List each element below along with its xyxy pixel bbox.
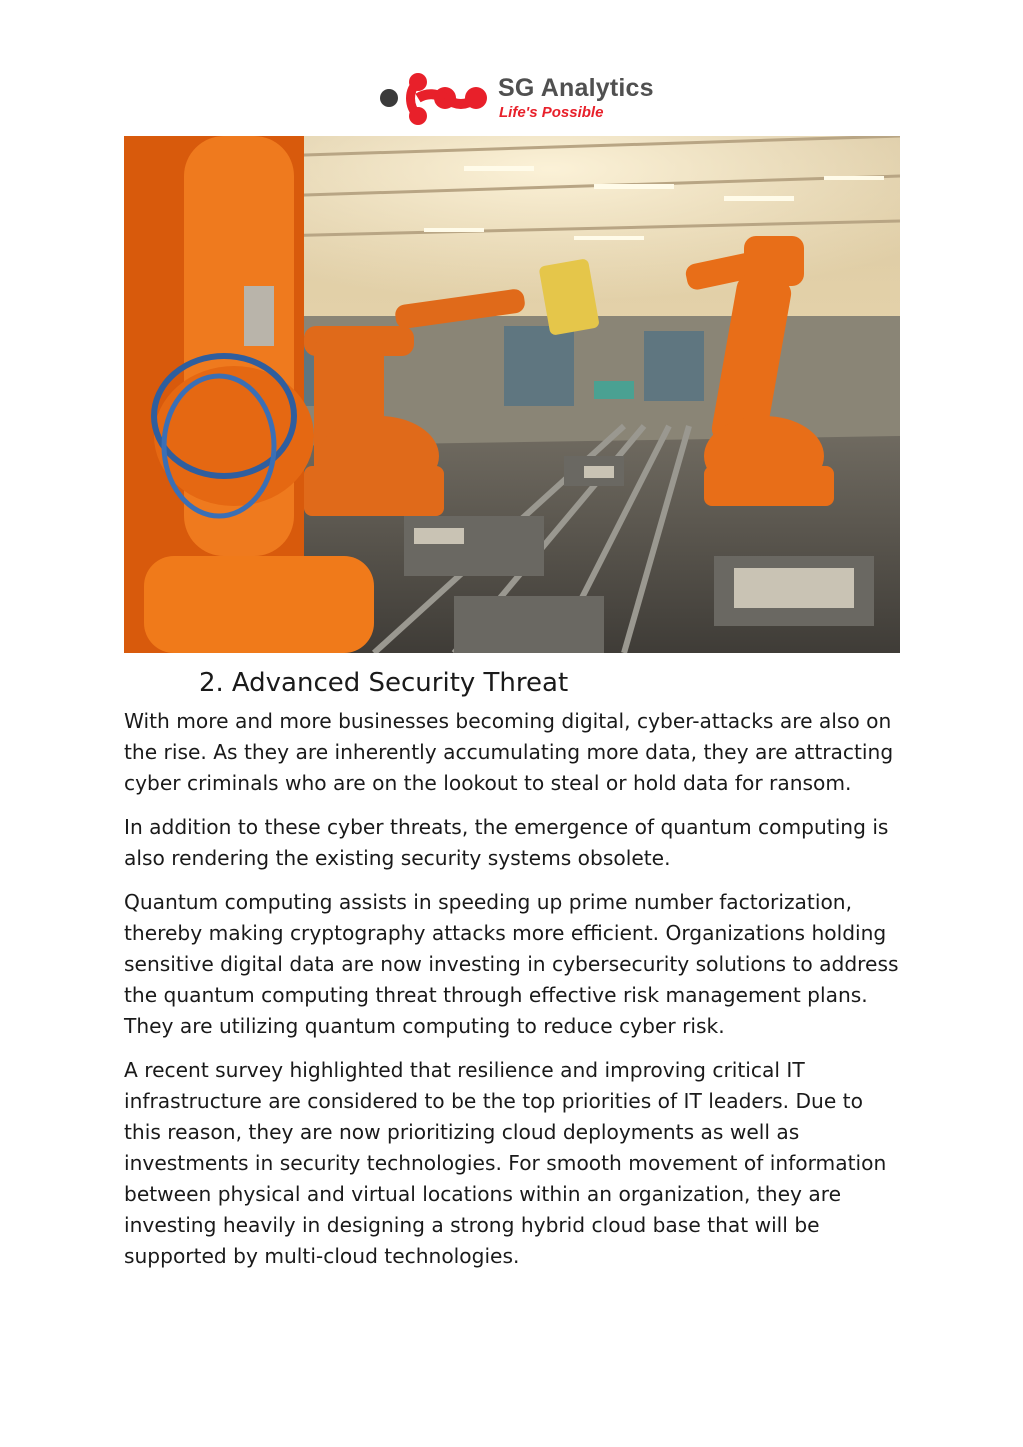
hero-image bbox=[124, 136, 900, 653]
paragraph: Quantum computing assists in speeding up prime number factorization, thereby making cryptography attacks more efficient. Organizations holding sensitive digital data are now investing in cybersecurity solutions to address the quantum computing threat through effective risk management plans. They are utilizing quantum computing to reduce cyber risk. bbox=[124, 890, 899, 1038]
section-title: Advanced Security Threat bbox=[231, 668, 569, 698]
brand-tagline: Life's Possible bbox=[499, 104, 604, 121]
brand-name: SG Analytics bbox=[498, 74, 654, 102]
factory-robot-arms-photo-icon bbox=[124, 136, 900, 653]
section-number: 2. bbox=[199, 668, 224, 698]
section-heading bbox=[199, 668, 568, 698]
paragraph: A recent survey highlighted that resilience and improving critical IT infrastructure are considered to be the top priorities of IT leaders. Due to this reason, they are now prioritizing cloud deployments as well as investments in security technologies. For smooth movement of information between physical and virtual locations within an organization, they are investing heavily in designing a strong hybrid cloud base that will be supported by multi-cloud technologies. bbox=[124, 1058, 887, 1268]
article-body bbox=[124, 706, 904, 1285]
paragraph: With more and more businesses becoming digital, cyber-attacks are also on the rise. As they are inherently accumulating more data, they are attracting cyber criminals who are on the lookout to steal or hold data for ransom. bbox=[124, 709, 894, 795]
paragraph: In addition to these cyber threats, the emergence of quantum computing is also rendering the existing security systems obsolete. bbox=[124, 815, 889, 870]
brand-logo bbox=[378, 66, 658, 130]
sg-analytics-logo-icon bbox=[378, 66, 496, 130]
